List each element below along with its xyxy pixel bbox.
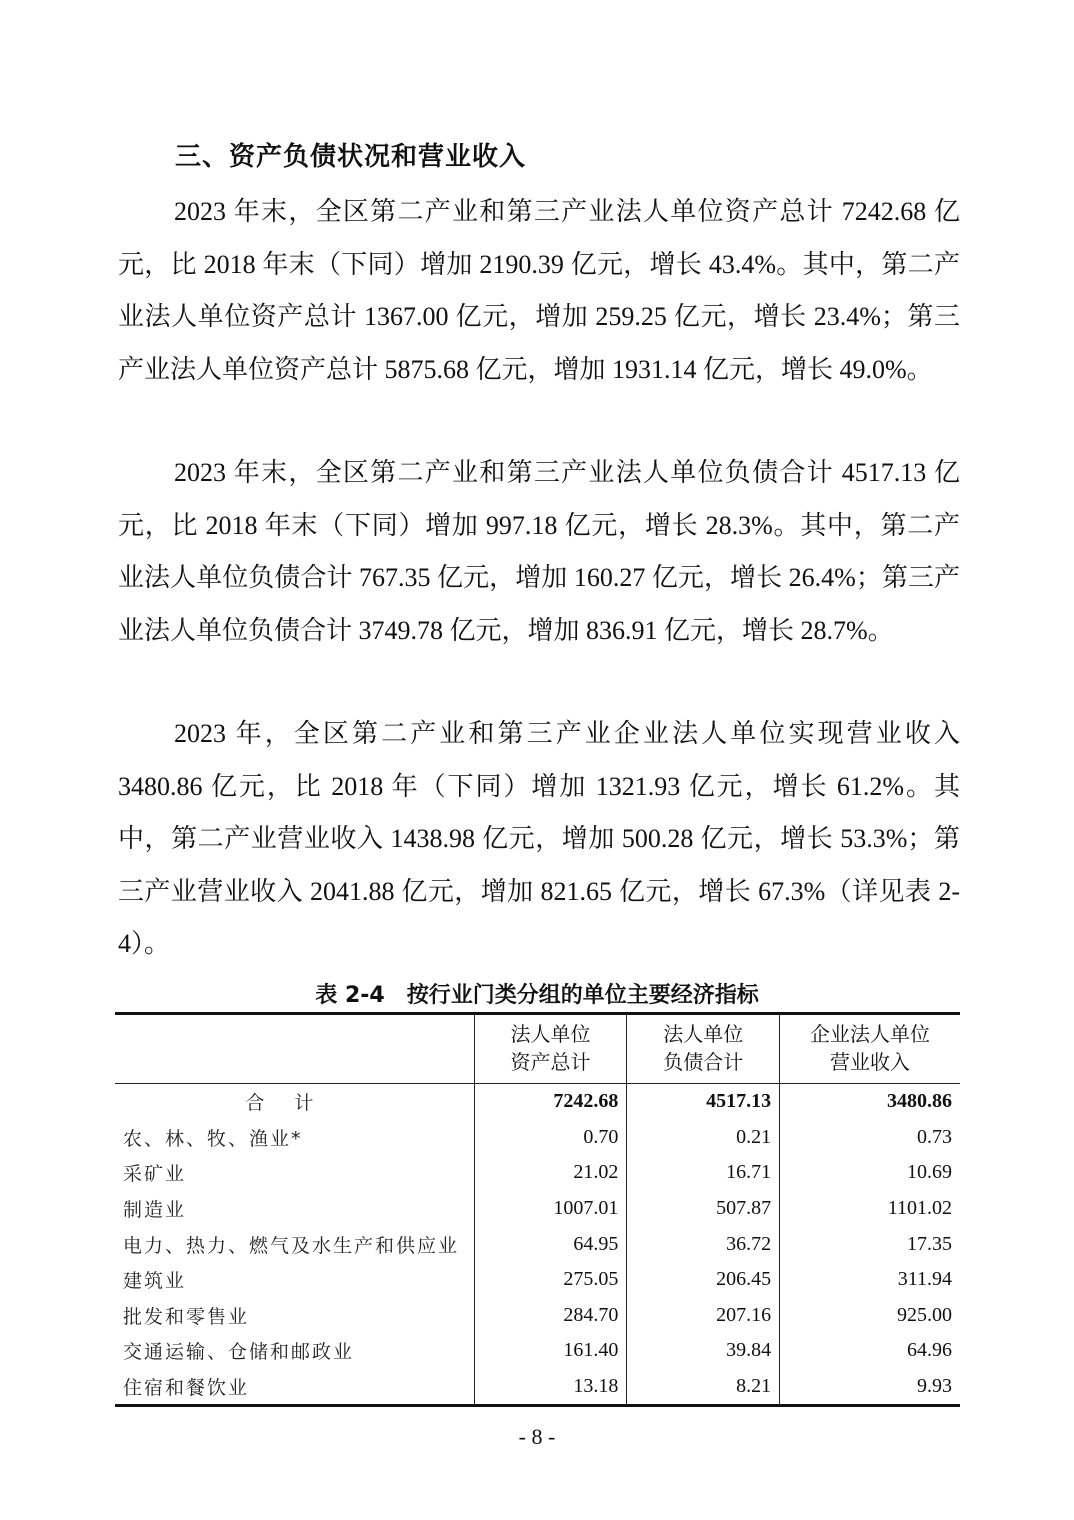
cell-liabilities: 206.45 xyxy=(627,1262,780,1298)
page-number: - 8 - xyxy=(518,1424,556,1449)
cell-revenue: 0.73 xyxy=(780,1120,960,1156)
cell-assets: 0.70 xyxy=(474,1120,627,1156)
header-line: 企业法人单位 xyxy=(810,1021,931,1046)
row-label: 合计 xyxy=(245,1092,344,1115)
header-line: 资产总计 xyxy=(510,1049,591,1074)
header-operating-revenue xyxy=(780,1014,960,1084)
table-row xyxy=(115,1298,960,1334)
table-row xyxy=(115,1155,960,1191)
cell-revenue: 9.93 xyxy=(780,1369,960,1406)
header-total-liabilities xyxy=(627,1014,780,1084)
cell-liabilities: 0.21 xyxy=(627,1120,780,1156)
cell-assets: 64.95 xyxy=(474,1226,627,1262)
cell-revenue: 1101.02 xyxy=(780,1191,960,1227)
cell-assets: 1007.01 xyxy=(474,1191,627,1227)
header-line: 营业收入 xyxy=(830,1049,911,1074)
header-line: 负债合计 xyxy=(663,1049,744,1074)
row-label: 批发和零售业 xyxy=(123,1305,250,1328)
cell-revenue: 3480.86 xyxy=(780,1084,960,1120)
cell-assets: 7242.68 xyxy=(474,1084,627,1120)
row-label: 农、林、牧、渔业* xyxy=(123,1127,303,1150)
cell-liabilities: 39.84 xyxy=(627,1333,780,1369)
table-row-total xyxy=(115,1084,960,1120)
cell-assets: 13.18 xyxy=(474,1369,627,1406)
cell-liabilities: 8.21 xyxy=(627,1369,780,1406)
table-row xyxy=(115,1369,960,1406)
row-label: 制造业 xyxy=(123,1199,187,1222)
cell-liabilities: 36.72 xyxy=(627,1226,780,1262)
row-label: 电力、热力、燃气及水生产和供应业 xyxy=(123,1234,460,1257)
table-row xyxy=(115,1120,960,1156)
cell-liabilities: 507.87 xyxy=(627,1191,780,1227)
cell-assets: 21.02 xyxy=(474,1155,627,1191)
cell-revenue: 925.00 xyxy=(780,1298,960,1334)
header-line: 法人单位 xyxy=(510,1021,591,1046)
cell-liabilities: 16.71 xyxy=(627,1155,780,1191)
paragraph-revenue: 2023 年，全区第二产业和第三产业企业法人单位实现营业收入 3480.86 亿元，比 2018 年（下同）增加 1321.93 亿元，增长 61.2%。其中，第二产业营业收入 1438.98 亿元，增加 500.28 亿元，增长 53.3%；第三产业营业收入 2041.88 亿元，增加 821.65 亿元，增长 67.3%（详见表 2-4）。 xyxy=(118,719,960,958)
cell-revenue: 64.96 xyxy=(780,1333,960,1369)
cell-liabilities: 207.16 xyxy=(627,1298,780,1334)
header-line: 法人单位 xyxy=(663,1021,744,1046)
row-label: 建筑业 xyxy=(123,1270,187,1293)
table-row xyxy=(115,1226,960,1262)
table-title: 按行业门类分组的单位主要经济指标 xyxy=(406,983,759,1008)
row-label: 交通运输、仓储和邮政业 xyxy=(123,1341,355,1364)
cell-liabilities: 4517.13 xyxy=(627,1084,780,1120)
table-row xyxy=(115,1262,960,1298)
row-label: 住宿和餐饮业 xyxy=(123,1377,250,1400)
header-industry xyxy=(115,1014,474,1084)
cell-revenue: 17.35 xyxy=(780,1226,960,1262)
paragraph-liabilities: 2023 年末，全区第二产业和第三产业法人单位负债合计 4517.13 亿元，比 2018 年末（下同）增加 997.18 亿元，增长 28.3%。其中，第二产业法人单位负债合计 767.35 亿元，增加 160.27 亿元，增长 26.4%；第三产业法人单位负债合计 3749.78 亿元，增加 836.91 亿元，增长 28.7%。 xyxy=(118,458,960,645)
cell-assets: 275.05 xyxy=(474,1262,627,1298)
header-total-assets xyxy=(474,1014,627,1084)
row-label: 采矿业 xyxy=(123,1163,187,1186)
table-number: 表 2-4 xyxy=(315,983,385,1008)
cell-assets: 284.70 xyxy=(474,1298,627,1334)
paragraph-assets: 2023 年末，全区第二产业和第三产业法人单位资产总计 7242.68 亿元，比 2018 年末（下同）增加 2190.39 亿元，增长 43.4%。其中，第二产业法人单位资产总计 1367.00 亿元，增加 259.25 亿元，增长 23.4%；第三产业法人单位资产总计 5875.68 亿元，增加 1931.14 亿元，增长 49.0%。 xyxy=(118,197,960,384)
cell-revenue: 10.69 xyxy=(780,1155,960,1191)
cell-revenue: 311.94 xyxy=(780,1262,960,1298)
economic-indicators-table xyxy=(115,1012,960,1407)
table-row xyxy=(115,1191,960,1227)
table-caption xyxy=(0,978,1074,1009)
table-row xyxy=(115,1333,960,1369)
cell-assets: 161.40 xyxy=(474,1333,627,1369)
section-heading: 三、资产负债状况和营业收入 xyxy=(175,142,527,172)
table-header-row xyxy=(115,1014,960,1084)
